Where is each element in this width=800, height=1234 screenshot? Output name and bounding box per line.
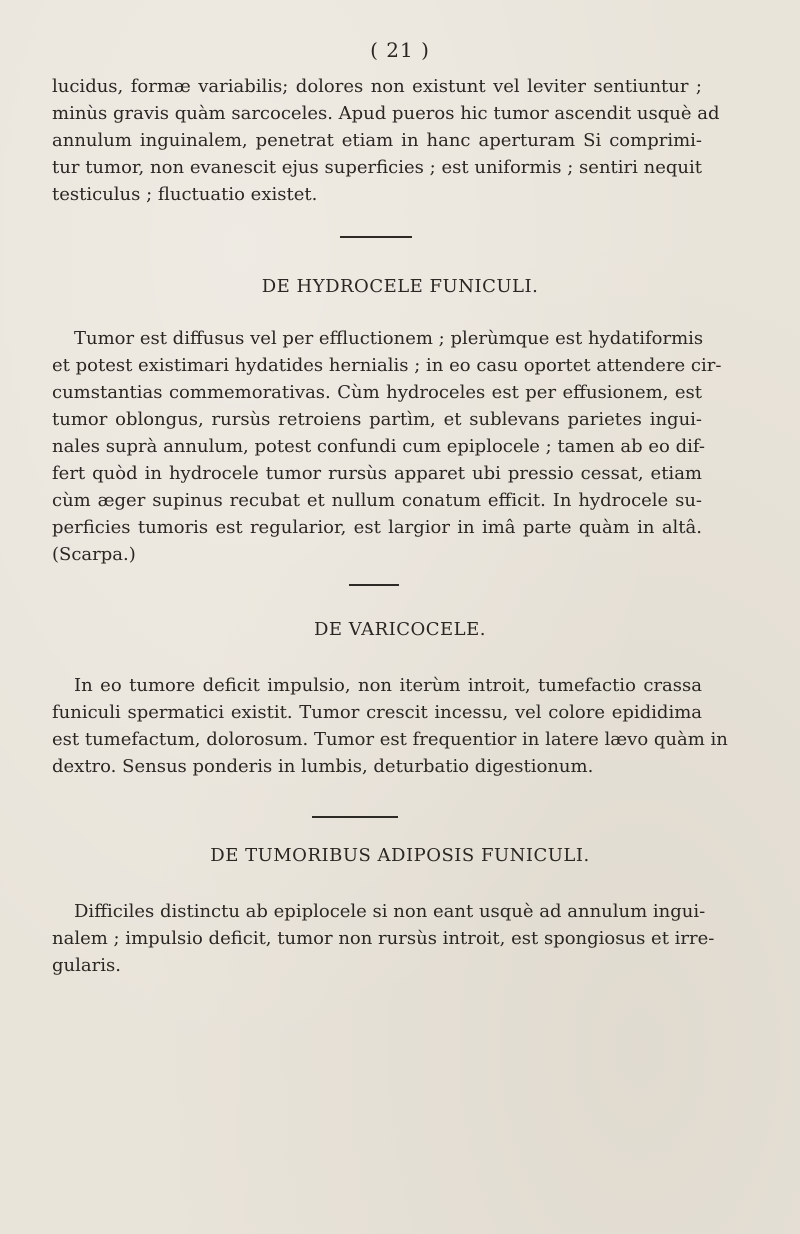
text-line: est tumefactum, dolorosum. Tumor est frequentior in latere lævo quàm in [52,729,728,750]
page-number: ( 21 ) [370,38,430,62]
section-divider [349,584,399,586]
text-line: Tumor est diffusus vel per effluctionem ; plerùmque est hydatiformis [74,328,704,349]
text-line: lucidus, formæ variabilis; dolores non existunt vel leviter sentiuntur ; [52,76,702,97]
text-line: Difficiles distinctu ab epiplocele si non eant usquè ad annulum ingui- [74,901,706,922]
text-line: perficies tumoris est regularior, est largior in imâ parte quàm in altâ. [52,517,702,538]
text-line: et potest existimari hydatides hernialis ; in eo casu oportet attendere cir- [52,355,722,376]
text-line: cùm æger supinus recubat et nullum conatum efficit. In hydrocele su- [52,490,702,511]
text-line: gularis. [52,955,121,976]
text-line: cumstantias commemorativas. Cùm hydroceles est per effusionem, est [52,382,702,403]
section-heading-varicocele: DE VARICOCELE. [314,619,486,640]
text-line: nales suprà annulum, potest confundi cum epiplocele ; tamen ab eo dif- [52,436,706,457]
text-line: tur tumor, non evanescit ejus superficies ; est uniformis ; sentiri nequit [52,157,702,178]
section-body-tumoribus-adiposis [52,898,715,979]
text-line: minùs gravis quàm sarcoceles. Apud pueros hic tumor ascendit usquè ad [52,103,720,124]
text-line: nalem ; impulsio deficit, tumor non rursùs introit, est spongiosus et irre- [52,928,715,949]
text-line: (Scarpa.) [52,544,136,565]
section-body-hydrocele [52,325,722,568]
text-line: testiculus ; fluctuatio existet. [52,184,318,205]
text-line: tumor oblongus, rursùs retroiens partìm, et sublevans parietes ingui- [52,409,702,430]
text-line: annulum inguinalem, penetrat etiam in hanc aperturam Si comprimi- [52,130,702,151]
text-line: In eo tumore deficit impulsio, non iterùm introit, tumefactio crassa [74,675,702,696]
section-divider [312,816,398,818]
text-line: dextro. Sensus ponderis in lumbis, deturbatio digestionum. [52,756,594,777]
intro-paragraph [52,73,720,208]
text-line: funiculi spermatici existit. Tumor crescit incessu, vel colore epididima [52,702,702,723]
section-body-varicocele [52,672,728,780]
section-divider [340,236,412,238]
section-heading-hydrocele: DE HYDROCELE FUNICULI. [261,276,539,297]
text-line: fert quòd in hydrocele tumor rursùs apparet ubi pressio cessat, etiam [52,463,702,484]
section-heading-tumoribus-adiposis: DE TUMORIBUS ADIPOSIS FUNICULI. [210,845,590,866]
